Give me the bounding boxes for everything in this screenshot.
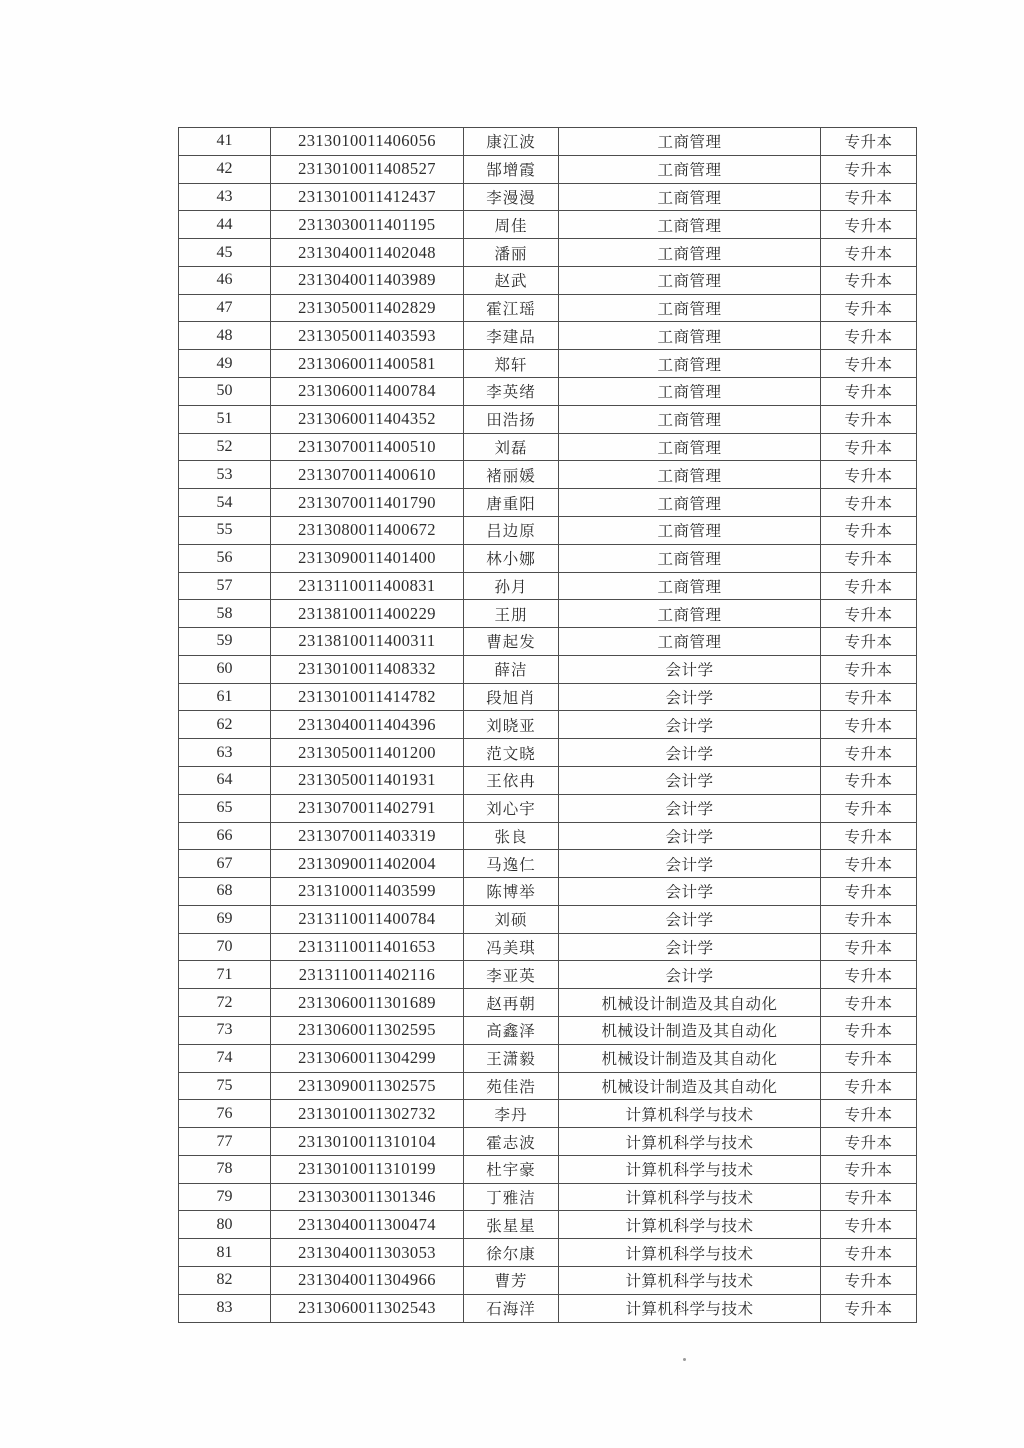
seq-cell: 83 <box>179 1294 271 1322</box>
student-id-cell: 2313070011403319 <box>271 822 464 850</box>
major-cell: 工商管理 <box>559 461 821 489</box>
seq-cell: 60 <box>179 655 271 683</box>
table-body <box>179 128 917 1323</box>
major-cell: 会计学 <box>559 878 821 906</box>
table-row <box>179 1155 917 1183</box>
student-id-cell: 2313090011401400 <box>271 544 464 572</box>
seq-cell: 48 <box>179 322 271 350</box>
name-cell: 霍志波 <box>464 1128 559 1156</box>
seq-cell: 41 <box>179 128 271 156</box>
seq-cell: 63 <box>179 739 271 767</box>
table-row <box>179 544 917 572</box>
student-id-cell: 2313110011402116 <box>271 961 464 989</box>
table-row <box>179 878 917 906</box>
name-cell: 刘磊 <box>464 433 559 461</box>
table-row <box>179 183 917 211</box>
student-id-cell: 2313010011414782 <box>271 683 464 711</box>
level-cell: 专升本 <box>821 405 917 433</box>
student-id-cell: 2313010011408332 <box>271 655 464 683</box>
seq-cell: 58 <box>179 600 271 628</box>
table-row <box>179 405 917 433</box>
table-row <box>179 1100 917 1128</box>
major-cell: 计算机科学与技术 <box>559 1239 821 1267</box>
name-cell: 李丹 <box>464 1100 559 1128</box>
student-id-cell: 2313010011310104 <box>271 1128 464 1156</box>
major-cell: 会计学 <box>559 739 821 767</box>
level-cell: 专升本 <box>821 1211 917 1239</box>
table-row <box>179 1017 917 1045</box>
major-cell: 计算机科学与技术 <box>559 1211 821 1239</box>
level-cell: 专升本 <box>821 822 917 850</box>
table-row <box>179 1294 917 1322</box>
major-cell: 会计学 <box>559 933 821 961</box>
name-cell: 薛洁 <box>464 655 559 683</box>
major-cell: 机械设计制造及其自动化 <box>559 1017 821 1045</box>
name-cell: 潘丽 <box>464 239 559 267</box>
student-id-cell: 2313070011402791 <box>271 794 464 822</box>
table-row <box>179 266 917 294</box>
name-cell: 李建品 <box>464 322 559 350</box>
name-cell: 石海洋 <box>464 1294 559 1322</box>
name-cell: 杜宇豪 <box>464 1155 559 1183</box>
table-row <box>179 1128 917 1156</box>
name-cell: 田浩扬 <box>464 405 559 433</box>
student-id-cell: 2313040011404396 <box>271 711 464 739</box>
name-cell: 刘硕 <box>464 905 559 933</box>
major-cell: 工商管理 <box>559 350 821 378</box>
level-cell: 专升本 <box>821 933 917 961</box>
table-row <box>179 628 917 656</box>
student-id-cell: 2313040011304966 <box>271 1267 464 1295</box>
student-id-cell: 2313810011400229 <box>271 600 464 628</box>
student-id-cell: 2313110011401653 <box>271 933 464 961</box>
level-cell: 专升本 <box>821 294 917 322</box>
major-cell: 机械设计制造及其自动化 <box>559 989 821 1017</box>
student-id-cell: 2313110011400831 <box>271 572 464 600</box>
name-cell: 李英绪 <box>464 378 559 406</box>
student-id-cell: 2313100011403599 <box>271 878 464 906</box>
name-cell: 陈博举 <box>464 878 559 906</box>
student-id-cell: 2313010011302732 <box>271 1100 464 1128</box>
major-cell: 计算机科学与技术 <box>559 1267 821 1295</box>
major-cell: 工商管理 <box>559 544 821 572</box>
table-row <box>179 933 917 961</box>
name-cell: 王依冉 <box>464 766 559 794</box>
table-row <box>179 766 917 794</box>
table-row <box>179 516 917 544</box>
major-cell: 工商管理 <box>559 294 821 322</box>
table-row <box>179 489 917 517</box>
major-cell: 工商管理 <box>559 516 821 544</box>
level-cell: 专升本 <box>821 516 917 544</box>
table-row <box>179 322 917 350</box>
level-cell: 专升本 <box>821 1294 917 1322</box>
name-cell: 林小娜 <box>464 544 559 572</box>
table-row <box>179 1183 917 1211</box>
seq-cell: 68 <box>179 878 271 906</box>
level-cell: 专升本 <box>821 1017 917 1045</box>
major-cell: 会计学 <box>559 711 821 739</box>
table-row <box>179 794 917 822</box>
major-cell: 会计学 <box>559 766 821 794</box>
name-cell: 孙月 <box>464 572 559 600</box>
table-row <box>179 128 917 156</box>
scan-speck-dot <box>683 1358 686 1361</box>
student-id-cell: 2313010011310199 <box>271 1155 464 1183</box>
student-id-cell: 2313040011402048 <box>271 239 464 267</box>
table-row <box>179 711 917 739</box>
name-cell: 赵再朝 <box>464 989 559 1017</box>
table-row <box>179 155 917 183</box>
name-cell: 刘心宇 <box>464 794 559 822</box>
seq-cell: 47 <box>179 294 271 322</box>
major-cell: 计算机科学与技术 <box>559 1155 821 1183</box>
major-cell: 工商管理 <box>559 489 821 517</box>
student-id-cell: 2313060011400581 <box>271 350 464 378</box>
major-cell: 会计学 <box>559 822 821 850</box>
name-cell: 周佳 <box>464 211 559 239</box>
student-id-cell: 2313090011302575 <box>271 1072 464 1100</box>
seq-cell: 55 <box>179 516 271 544</box>
level-cell: 专升本 <box>821 544 917 572</box>
seq-cell: 51 <box>179 405 271 433</box>
student-id-cell: 2313050011403593 <box>271 322 464 350</box>
major-cell: 工商管理 <box>559 211 821 239</box>
table-row <box>179 1044 917 1072</box>
table-row <box>179 572 917 600</box>
seq-cell: 62 <box>179 711 271 739</box>
seq-cell: 46 <box>179 266 271 294</box>
level-cell: 专升本 <box>821 1128 917 1156</box>
table-row <box>179 211 917 239</box>
seq-cell: 79 <box>179 1183 271 1211</box>
seq-cell: 70 <box>179 933 271 961</box>
level-cell: 专升本 <box>821 739 917 767</box>
table-row <box>179 461 917 489</box>
major-cell: 工商管理 <box>559 266 821 294</box>
seq-cell: 42 <box>179 155 271 183</box>
table-row <box>179 600 917 628</box>
name-cell: 段旭肖 <box>464 683 559 711</box>
level-cell: 专升本 <box>821 433 917 461</box>
major-cell: 会计学 <box>559 961 821 989</box>
name-cell: 康江波 <box>464 128 559 156</box>
level-cell: 专升本 <box>821 211 917 239</box>
table-row <box>179 1239 917 1267</box>
student-id-cell: 2313030011301346 <box>271 1183 464 1211</box>
seq-cell: 69 <box>179 905 271 933</box>
name-cell: 吕边原 <box>464 516 559 544</box>
level-cell: 专升本 <box>821 683 917 711</box>
major-cell: 计算机科学与技术 <box>559 1294 821 1322</box>
name-cell: 苑佳浩 <box>464 1072 559 1100</box>
level-cell: 专升本 <box>821 1183 917 1211</box>
major-cell: 工商管理 <box>559 128 821 156</box>
student-id-cell: 2313070011400610 <box>271 461 464 489</box>
student-id-cell: 2313010011408527 <box>271 155 464 183</box>
major-cell: 工商管理 <box>559 239 821 267</box>
seq-cell: 74 <box>179 1044 271 1072</box>
level-cell: 专升本 <box>821 1044 917 1072</box>
seq-cell: 61 <box>179 683 271 711</box>
level-cell: 专升本 <box>821 350 917 378</box>
name-cell: 范文晓 <box>464 739 559 767</box>
seq-cell: 76 <box>179 1100 271 1128</box>
major-cell: 工商管理 <box>559 433 821 461</box>
student-id-cell: 2313090011402004 <box>271 850 464 878</box>
name-cell: 李亚英 <box>464 961 559 989</box>
seq-cell: 65 <box>179 794 271 822</box>
student-id-cell: 2313060011301689 <box>271 989 464 1017</box>
name-cell: 赵武 <box>464 266 559 294</box>
seq-cell: 75 <box>179 1072 271 1100</box>
seq-cell: 77 <box>179 1128 271 1156</box>
level-cell: 专升本 <box>821 1155 917 1183</box>
student-id-cell: 2313060011404352 <box>271 405 464 433</box>
name-cell: 霍江瑶 <box>464 294 559 322</box>
student-id-cell: 2313010011406056 <box>271 128 464 156</box>
major-cell: 工商管理 <box>559 405 821 433</box>
seq-cell: 59 <box>179 628 271 656</box>
seq-cell: 78 <box>179 1155 271 1183</box>
table-row <box>179 350 917 378</box>
name-cell: 郑轩 <box>464 350 559 378</box>
major-cell: 工商管理 <box>559 378 821 406</box>
table-row <box>179 1211 917 1239</box>
name-cell: 唐重阳 <box>464 489 559 517</box>
name-cell: 丁雅洁 <box>464 1183 559 1211</box>
level-cell: 专升本 <box>821 1239 917 1267</box>
level-cell: 专升本 <box>821 155 917 183</box>
level-cell: 专升本 <box>821 1072 917 1100</box>
student-id-cell: 2313060011302595 <box>271 1017 464 1045</box>
student-id-cell: 2313810011400311 <box>271 628 464 656</box>
level-cell: 专升本 <box>821 989 917 1017</box>
level-cell: 专升本 <box>821 322 917 350</box>
level-cell: 专升本 <box>821 239 917 267</box>
name-cell: 冯美琪 <box>464 933 559 961</box>
major-cell: 工商管理 <box>559 155 821 183</box>
major-cell: 会计学 <box>559 905 821 933</box>
major-cell: 计算机科学与技术 <box>559 1100 821 1128</box>
level-cell: 专升本 <box>821 1267 917 1295</box>
level-cell: 专升本 <box>821 655 917 683</box>
table-row <box>179 683 917 711</box>
seq-cell: 64 <box>179 766 271 794</box>
seq-cell: 45 <box>179 239 271 267</box>
level-cell: 专升本 <box>821 628 917 656</box>
level-cell: 专升本 <box>821 1100 917 1128</box>
major-cell: 会计学 <box>559 655 821 683</box>
table-row <box>179 294 917 322</box>
name-cell: 王潇毅 <box>464 1044 559 1072</box>
table-row <box>179 378 917 406</box>
student-id-cell: 2313010011412437 <box>271 183 464 211</box>
major-cell: 工商管理 <box>559 600 821 628</box>
level-cell: 专升本 <box>821 183 917 211</box>
table-row <box>179 1072 917 1100</box>
name-cell: 褚丽媛 <box>464 461 559 489</box>
seq-cell: 80 <box>179 1211 271 1239</box>
student-id-cell: 2313060011302543 <box>271 1294 464 1322</box>
seq-cell: 52 <box>179 433 271 461</box>
student-id-cell: 2313050011402829 <box>271 294 464 322</box>
level-cell: 专升本 <box>821 711 917 739</box>
student-id-cell: 2313070011400510 <box>271 433 464 461</box>
major-cell: 机械设计制造及其自动化 <box>559 1072 821 1100</box>
student-id-cell: 2313040011300474 <box>271 1211 464 1239</box>
major-cell: 会计学 <box>559 683 821 711</box>
seq-cell: 53 <box>179 461 271 489</box>
level-cell: 专升本 <box>821 600 917 628</box>
seq-cell: 57 <box>179 572 271 600</box>
table-row <box>179 822 917 850</box>
name-cell: 王朋 <box>464 600 559 628</box>
seq-cell: 43 <box>179 183 271 211</box>
major-cell: 工商管理 <box>559 183 821 211</box>
major-cell: 工商管理 <box>559 628 821 656</box>
major-cell: 机械设计制造及其自动化 <box>559 1044 821 1072</box>
seq-cell: 50 <box>179 378 271 406</box>
student-id-cell: 2313040011303053 <box>271 1239 464 1267</box>
table-row <box>179 905 917 933</box>
level-cell: 专升本 <box>821 572 917 600</box>
name-cell: 徐尔康 <box>464 1239 559 1267</box>
level-cell: 专升本 <box>821 128 917 156</box>
level-cell: 专升本 <box>821 266 917 294</box>
level-cell: 专升本 <box>821 489 917 517</box>
level-cell: 专升本 <box>821 794 917 822</box>
student-roster-table <box>178 127 917 1323</box>
major-cell: 会计学 <box>559 794 821 822</box>
seq-cell: 67 <box>179 850 271 878</box>
table-row <box>179 655 917 683</box>
student-id-cell: 2313050011401931 <box>271 766 464 794</box>
major-cell: 工商管理 <box>559 572 821 600</box>
level-cell: 专升本 <box>821 766 917 794</box>
table-row <box>179 739 917 767</box>
level-cell: 专升本 <box>821 961 917 989</box>
student-id-cell: 2313030011401195 <box>271 211 464 239</box>
table-row <box>179 961 917 989</box>
name-cell: 曹芳 <box>464 1267 559 1295</box>
major-cell: 计算机科学与技术 <box>559 1183 821 1211</box>
table-row <box>179 433 917 461</box>
table-row <box>179 1267 917 1295</box>
table-row <box>179 850 917 878</box>
level-cell: 专升本 <box>821 378 917 406</box>
seq-cell: 81 <box>179 1239 271 1267</box>
student-id-cell: 2313050011401200 <box>271 739 464 767</box>
table-row <box>179 989 917 1017</box>
seq-cell: 82 <box>179 1267 271 1295</box>
level-cell: 专升本 <box>821 850 917 878</box>
level-cell: 专升本 <box>821 878 917 906</box>
seq-cell: 66 <box>179 822 271 850</box>
seq-cell: 73 <box>179 1017 271 1045</box>
seq-cell: 71 <box>179 961 271 989</box>
student-id-cell: 2313040011403989 <box>271 266 464 294</box>
name-cell: 马逸仁 <box>464 850 559 878</box>
name-cell: 李漫漫 <box>464 183 559 211</box>
student-id-cell: 2313060011400784 <box>271 378 464 406</box>
student-id-cell: 2313080011400672 <box>271 516 464 544</box>
major-cell: 计算机科学与技术 <box>559 1128 821 1156</box>
seq-cell: 72 <box>179 989 271 1017</box>
major-cell: 会计学 <box>559 850 821 878</box>
name-cell: 郜增霞 <box>464 155 559 183</box>
major-cell: 工商管理 <box>559 322 821 350</box>
table-row <box>179 239 917 267</box>
name-cell: 张星星 <box>464 1211 559 1239</box>
seq-cell: 54 <box>179 489 271 517</box>
student-id-cell: 2313110011400784 <box>271 905 464 933</box>
name-cell: 张良 <box>464 822 559 850</box>
level-cell: 专升本 <box>821 461 917 489</box>
seq-cell: 49 <box>179 350 271 378</box>
student-id-cell: 2313070011401790 <box>271 489 464 517</box>
seq-cell: 56 <box>179 544 271 572</box>
level-cell: 专升本 <box>821 905 917 933</box>
name-cell: 曹起发 <box>464 628 559 656</box>
name-cell: 高鑫泽 <box>464 1017 559 1045</box>
name-cell: 刘晓亚 <box>464 711 559 739</box>
student-id-cell: 2313060011304299 <box>271 1044 464 1072</box>
seq-cell: 44 <box>179 211 271 239</box>
